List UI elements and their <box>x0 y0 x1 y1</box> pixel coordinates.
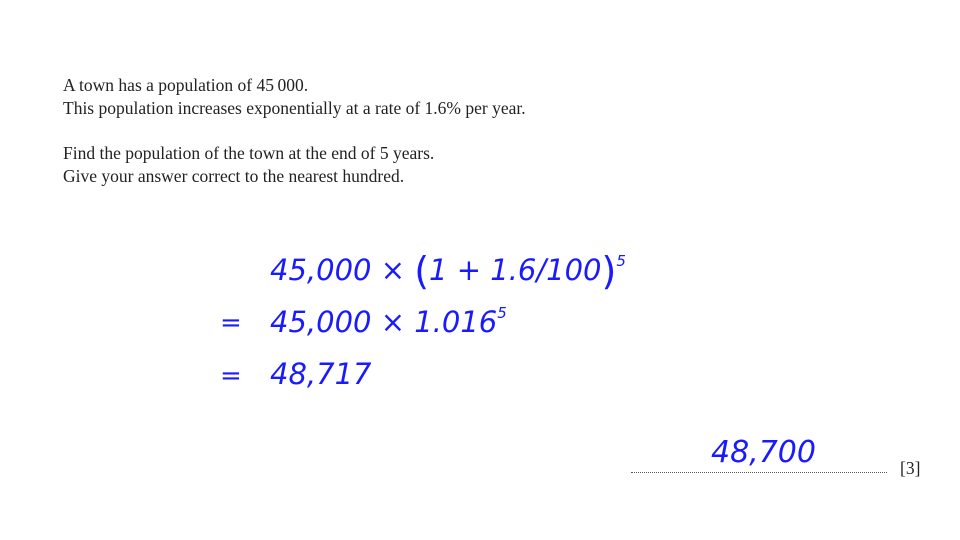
final-answer: 48,700 <box>711 435 816 470</box>
question-text <box>63 74 526 188</box>
working-step-1 <box>270 249 626 293</box>
working-step-3: 48,717 <box>270 357 372 391</box>
step2-equals-sign: = <box>220 308 242 338</box>
marks-label: [3] <box>900 458 921 478</box>
step2-text: 45,000 × 1.016 <box>270 305 498 339</box>
question-line-rate: This population increases exponentially at a rate of 1.6% per year. <box>63 98 526 118</box>
step1-inner: 1 + 1.6/100 <box>429 253 602 287</box>
answer-dotted-line <box>631 472 887 473</box>
step2-exponent: 5 <box>497 304 507 322</box>
question-line-population: A town has a population of 45 000. <box>63 75 309 95</box>
question-line-rounding: Give your answer correct to the nearest hundred. <box>63 166 405 186</box>
step1-paren-close: ) <box>601 249 617 293</box>
step1-exponent: 5 <box>616 252 626 270</box>
step1-paren-open: ( <box>414 249 430 293</box>
step1-base: 45,000 × <box>270 253 415 287</box>
step3-equals-sign: = <box>220 361 242 391</box>
working-step-2 <box>270 306 507 337</box>
question-line-task: Find the population of the town at the end of 5 years. <box>63 143 435 163</box>
